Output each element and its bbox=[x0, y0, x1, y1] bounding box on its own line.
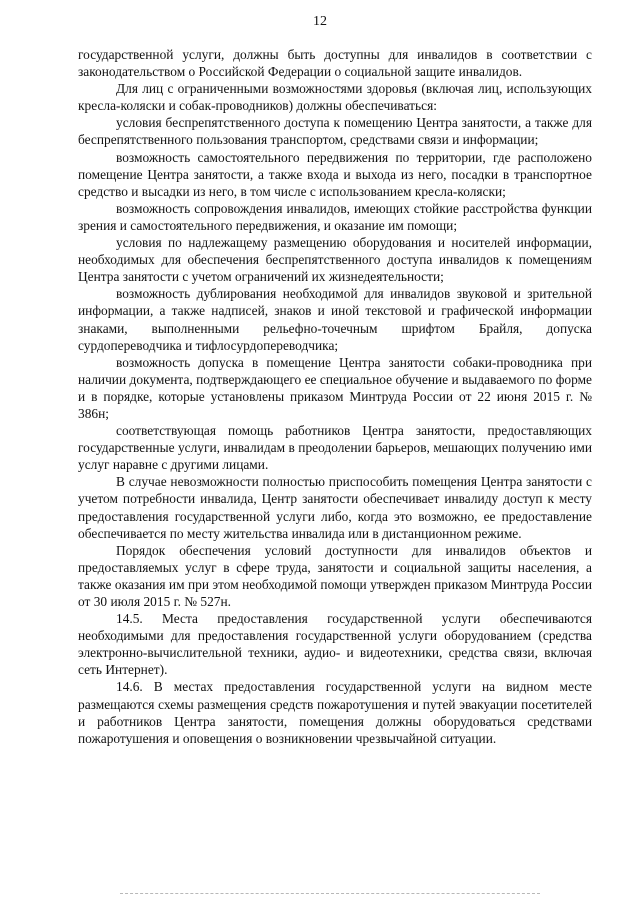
list-item: возможность дублирования необходимой для инвалидов звуковой и зрительной информации, а также надписей, знаков и иной текстовой и графической информации знаками, выполненными рельефно-точечным шрифтом Брайля, допуска сурдопереводчика и тифлосурдопереводчика; bbox=[78, 286, 592, 353]
list-item: возможность допуска в помещение Центра занятости собаки-проводника при наличии документа, подтверждающего ее специальное обучение и выдаваемого по форме и в порядке, которые установлены приказом Минтруда России от 22 июня 2015 г. № 386н; bbox=[78, 354, 592, 421]
section-14-6: 14.6. В местах предоставления государственной услуги на видном месте размещаются схемы размещения средств пожаротушения и путей эвакуации посетителей и работников Центра занятости, помещения должны оборудоваться средствами пожаротушения и оповещения о возникновении чрезвычайной ситуации. bbox=[78, 679, 592, 746]
document-body bbox=[78, 46, 592, 747]
list-item: условия по надлежащему размещению оборудования и носителей информации, необходимых для обеспечения беспрепятственного доступа инвалидов к помещениям Центра занятости с учетом ограничений их жизнедеятельности; bbox=[78, 235, 592, 285]
list-item: возможность самостоятельного передвижения по территории, где расположено помещение Центра занятости, а также входа и выхода из него, посадки в транспортное средство и высадки из него, в том числе с использованием кресла-коляски; bbox=[78, 149, 592, 199]
list-item: условия беспрепятственного доступа к помещению Центра занятости, а также для беспрепятственного пользования транспортом, средствами связи и информации; bbox=[78, 115, 592, 148]
paragraph-continuation: государственной услуги, должны быть доступны для инвалидов в соответствии с законодательством о Российской Федерации о социальной защите инвалидов. bbox=[78, 47, 592, 80]
paragraph: В случае невозможности полностью приспособить помещения Центра занятости с учетом потребности инвалида, Центр занятости обеспечивает инвалиду доступ к месту предоставления государственной услуги либо, когда это возможно, ее предоставление обеспечивается по месту жительства инвалида или в дистанционном режиме. bbox=[78, 474, 592, 541]
scan-edge-line bbox=[120, 893, 540, 894]
page-number: 12 bbox=[313, 14, 327, 29]
list-item: соответствующая помощь работников Центра занятости, предоставляющих государственные услуги, инвалидам в преодолении барьеров, мешающих получению ими услуг наравне с другими лицами. bbox=[78, 423, 592, 473]
paragraph: Для лиц с ограниченными возможностями здоровья (включая лиц, использующих кресла-коляски и собак-проводников) должны обеспечиваться: bbox=[78, 81, 592, 114]
section-14-5: 14.5. Места предоставления государственной услуги обеспечиваются необходимыми для предоставления государственной услуги оборудованием (средства электронно-вычислительной техники, аудио- и видеотехники, средства связи, включая сеть Интернет). bbox=[78, 611, 592, 678]
paragraph: Порядок обеспечения условий доступности для инвалидов объектов и предоставляемых услуг в сфере труда, занятости и социальной защиты населения, а также оказания им при этом необходимой помощи утвержден приказом Минтруда России от 30 июля 2015 г. № 527н. bbox=[78, 542, 592, 609]
list-item: возможность сопровождения инвалидов, имеющих стойкие расстройства функции зрения и самостоятельного передвижения, и оказание им помощи; bbox=[78, 200, 592, 233]
